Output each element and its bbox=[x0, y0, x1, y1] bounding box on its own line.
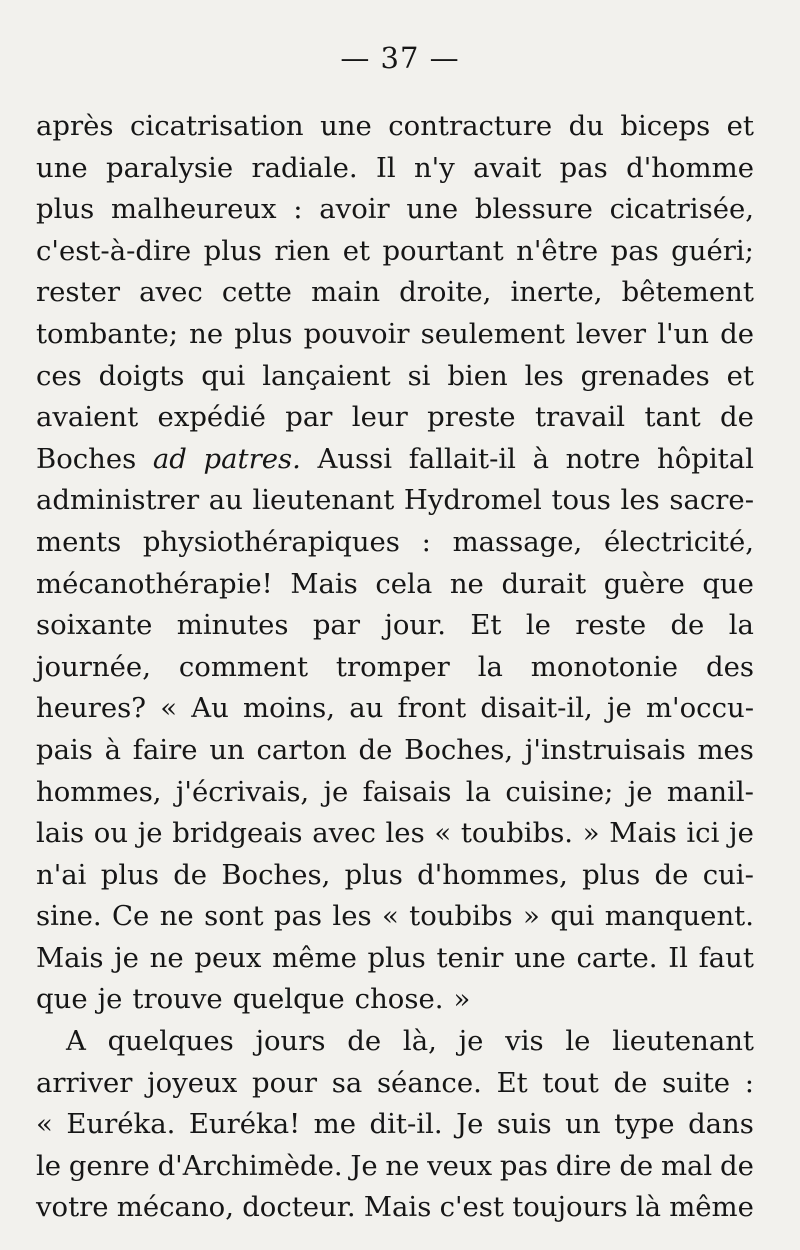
text-line bbox=[36, 522, 754, 564]
word: minutes bbox=[176, 609, 289, 642]
text-line bbox=[36, 605, 754, 647]
text-line bbox=[36, 730, 754, 772]
word: leur bbox=[351, 401, 408, 434]
word: les bbox=[332, 900, 372, 933]
word: « bbox=[36, 1108, 53, 1141]
word: le bbox=[36, 1149, 62, 1182]
word: : bbox=[293, 193, 303, 226]
word: preste bbox=[427, 401, 516, 434]
word: Il bbox=[668, 941, 688, 974]
text-line bbox=[36, 148, 754, 190]
word: A bbox=[66, 1025, 86, 1058]
word: : bbox=[744, 1066, 754, 1099]
word: les bbox=[524, 359, 564, 392]
word: » bbox=[522, 900, 540, 933]
word: journée, bbox=[36, 650, 151, 683]
word: plus bbox=[100, 858, 159, 891]
word: monotonie bbox=[530, 650, 679, 683]
word: ad bbox=[152, 442, 187, 475]
word: Et bbox=[470, 609, 502, 642]
word: vis bbox=[505, 1025, 544, 1058]
word: de bbox=[613, 1066, 648, 1099]
word: pourtant bbox=[382, 234, 504, 267]
word: là, bbox=[402, 1025, 437, 1058]
word: de bbox=[358, 733, 393, 766]
text-line bbox=[36, 772, 754, 814]
text-line bbox=[36, 564, 754, 606]
word: ici bbox=[686, 817, 720, 850]
word: même bbox=[272, 941, 357, 974]
word: expédié bbox=[157, 401, 266, 434]
word: heures? bbox=[36, 692, 146, 725]
word: Boches, bbox=[221, 858, 331, 891]
word: pas bbox=[499, 1149, 549, 1182]
word: me bbox=[313, 1108, 357, 1141]
word: reste bbox=[575, 609, 647, 642]
text-line bbox=[36, 397, 754, 439]
word: les bbox=[385, 817, 425, 850]
word: la bbox=[477, 650, 503, 683]
word: durait bbox=[501, 567, 587, 600]
word: contracture bbox=[388, 110, 553, 142]
word: arriver bbox=[36, 1066, 133, 1099]
word: mal bbox=[660, 1149, 713, 1182]
word: ne bbox=[189, 317, 224, 350]
word: seulement bbox=[420, 317, 565, 350]
word: Aussi bbox=[317, 442, 393, 475]
word: Il bbox=[375, 151, 396, 184]
word: plus bbox=[203, 234, 262, 267]
word: patres. bbox=[203, 442, 301, 475]
word: rester bbox=[36, 276, 121, 309]
word: tous bbox=[551, 484, 611, 517]
text-line bbox=[36, 356, 754, 398]
word: » bbox=[582, 817, 600, 850]
text-line bbox=[36, 231, 754, 273]
word: de bbox=[347, 1025, 382, 1058]
word: l'un bbox=[657, 317, 709, 350]
word: n'y bbox=[413, 151, 455, 184]
word: guéri; bbox=[671, 234, 754, 267]
word: mécanothérapie! bbox=[36, 567, 273, 600]
word: n'ai bbox=[36, 858, 87, 891]
word: à bbox=[532, 442, 550, 475]
word: plus bbox=[582, 858, 641, 891]
word: le bbox=[525, 609, 551, 642]
word: manil- bbox=[666, 775, 754, 808]
word: sine. bbox=[36, 900, 102, 933]
word: au bbox=[349, 692, 384, 725]
word: hommes, bbox=[36, 775, 162, 808]
word: droite, bbox=[399, 276, 492, 309]
word: du bbox=[568, 110, 604, 142]
word: ne bbox=[449, 567, 484, 600]
word: ne bbox=[385, 1149, 420, 1182]
word: plus bbox=[344, 858, 403, 891]
word: front bbox=[397, 692, 467, 725]
body-text bbox=[36, 106, 754, 1229]
word: ces bbox=[36, 359, 82, 392]
word: je bbox=[627, 775, 653, 808]
word: biceps bbox=[620, 110, 711, 142]
word: suite bbox=[662, 1066, 731, 1099]
word: n'être bbox=[516, 234, 599, 267]
word: lieutenant bbox=[612, 1025, 754, 1058]
word: pas bbox=[610, 234, 659, 267]
word: c'est bbox=[439, 1191, 504, 1224]
word: tant bbox=[644, 401, 701, 434]
word: Euréka. bbox=[66, 1108, 176, 1141]
word: avoir bbox=[319, 193, 390, 226]
word: m'occu- bbox=[645, 692, 754, 725]
word: pour bbox=[251, 1066, 318, 1099]
word: grenades bbox=[580, 359, 710, 392]
word: un bbox=[209, 733, 245, 766]
word: tout bbox=[542, 1066, 599, 1099]
page-number: — 37 — bbox=[340, 41, 460, 75]
word: doigts bbox=[98, 359, 185, 392]
text-line bbox=[36, 813, 754, 855]
word: Mais bbox=[363, 1191, 432, 1224]
word: notre bbox=[565, 442, 641, 475]
word: Et bbox=[496, 1066, 528, 1099]
text-line bbox=[36, 189, 754, 231]
text-line bbox=[36, 439, 754, 481]
word: paralysie bbox=[106, 151, 234, 184]
word: Boches bbox=[36, 442, 137, 475]
word: je bbox=[137, 817, 163, 850]
word: lieutenant bbox=[252, 484, 395, 517]
word: Mais bbox=[609, 817, 677, 850]
word: physiothérapiques bbox=[142, 525, 400, 558]
word: dire bbox=[555, 1149, 612, 1182]
word: mécano, bbox=[116, 1191, 234, 1224]
word: lever bbox=[576, 317, 647, 350]
word: j'écrivais, bbox=[175, 775, 310, 808]
word: ments bbox=[36, 525, 122, 558]
word: une bbox=[514, 941, 566, 974]
word: et bbox=[342, 234, 371, 267]
word: la bbox=[465, 775, 491, 808]
word: même bbox=[669, 1191, 754, 1224]
text-line bbox=[36, 1146, 754, 1188]
word: qui bbox=[201, 359, 246, 392]
word: d'hommes, bbox=[417, 858, 568, 891]
word: d'homme bbox=[626, 151, 754, 184]
word: par bbox=[312, 609, 360, 642]
text-line bbox=[36, 688, 754, 730]
word: de bbox=[654, 858, 689, 891]
word: toujours bbox=[512, 1191, 628, 1224]
word: plus bbox=[36, 193, 95, 226]
word: manquent. bbox=[604, 900, 754, 933]
word: « bbox=[434, 817, 452, 850]
word: main bbox=[311, 276, 381, 309]
word: guère bbox=[603, 567, 685, 600]
word: quelque bbox=[232, 983, 345, 1016]
word: le bbox=[565, 1025, 591, 1058]
word: de bbox=[670, 609, 705, 642]
word: disait-il, bbox=[480, 692, 593, 725]
word: quelques bbox=[107, 1025, 234, 1058]
word: peux bbox=[194, 941, 262, 974]
word: avaient bbox=[36, 401, 139, 434]
word: suis bbox=[496, 1108, 552, 1141]
word: une bbox=[406, 193, 459, 226]
word: carton bbox=[256, 733, 347, 766]
word: cui- bbox=[702, 858, 754, 891]
word: lais bbox=[36, 817, 85, 850]
word: tenir bbox=[436, 941, 504, 974]
word: soixante bbox=[36, 609, 153, 642]
word: bien bbox=[447, 359, 508, 392]
word: avec bbox=[139, 276, 203, 309]
text-line bbox=[36, 1021, 754, 1063]
word: de bbox=[720, 317, 754, 350]
word: je bbox=[323, 775, 349, 808]
word: moins, bbox=[243, 692, 335, 725]
word: pas bbox=[559, 151, 608, 184]
word: « bbox=[381, 900, 399, 933]
text-line bbox=[36, 855, 754, 897]
word: plus bbox=[234, 317, 293, 350]
word: Euréka! bbox=[188, 1108, 301, 1141]
text-line bbox=[36, 938, 754, 980]
text-line bbox=[36, 979, 754, 1021]
word: de bbox=[619, 1149, 654, 1182]
text-line bbox=[36, 272, 754, 314]
word: massage, bbox=[452, 525, 583, 558]
text-line bbox=[36, 647, 754, 689]
word: genre bbox=[68, 1149, 150, 1182]
word: type bbox=[614, 1108, 675, 1141]
word: Mais bbox=[36, 941, 104, 974]
word: sacre- bbox=[669, 484, 754, 517]
word: Ce bbox=[112, 900, 150, 933]
word: que bbox=[36, 983, 88, 1016]
text-line bbox=[36, 1187, 754, 1229]
word: sont bbox=[204, 900, 264, 933]
word: dit-il. bbox=[369, 1108, 443, 1141]
word: veux bbox=[427, 1149, 493, 1182]
word: « bbox=[160, 692, 178, 725]
word: fallait-il bbox=[408, 442, 516, 475]
word: Je bbox=[456, 1108, 484, 1141]
word: mes bbox=[697, 733, 754, 766]
word: bêtement bbox=[621, 276, 754, 309]
word: cette bbox=[221, 276, 292, 309]
word: ne bbox=[149, 941, 184, 974]
text-line bbox=[36, 896, 754, 938]
word: faut bbox=[698, 941, 754, 974]
word: et bbox=[726, 110, 754, 142]
word: lançaient bbox=[262, 359, 391, 392]
word: une bbox=[320, 110, 372, 142]
word: là bbox=[635, 1191, 661, 1224]
word: d'Archimède. bbox=[157, 1149, 343, 1182]
word: trouve bbox=[132, 983, 223, 1016]
word: rien bbox=[274, 234, 331, 267]
word: ou bbox=[93, 817, 129, 850]
word: j'instruisais bbox=[524, 733, 686, 766]
word: inerte, bbox=[510, 276, 603, 309]
word: sa bbox=[331, 1066, 363, 1099]
word: chose. bbox=[354, 983, 444, 1016]
word: carte. bbox=[576, 941, 658, 974]
word: cuisine; bbox=[505, 775, 614, 808]
word: tromper bbox=[335, 650, 450, 683]
word: par bbox=[285, 401, 333, 434]
word: Au bbox=[191, 692, 229, 725]
word: jours bbox=[255, 1025, 326, 1058]
word: la bbox=[728, 609, 754, 642]
word: plus bbox=[367, 941, 426, 974]
text-line bbox=[36, 480, 754, 522]
word: bridgeais bbox=[172, 817, 303, 850]
word: de bbox=[173, 858, 208, 891]
word: Mais bbox=[290, 567, 358, 600]
word: les bbox=[620, 484, 660, 517]
word: c'est-à-dire bbox=[36, 234, 192, 267]
word: ne bbox=[159, 900, 194, 933]
word: travail bbox=[534, 401, 626, 434]
word: faire bbox=[132, 733, 198, 766]
word: de bbox=[720, 401, 754, 434]
word: » bbox=[453, 983, 471, 1016]
word: séance. bbox=[376, 1066, 482, 1099]
word: qui bbox=[550, 900, 595, 933]
word: une bbox=[36, 151, 88, 184]
word: avait bbox=[473, 151, 542, 184]
word: si bbox=[407, 359, 431, 392]
text-line bbox=[36, 1104, 754, 1146]
word: joyeux bbox=[147, 1066, 238, 1099]
word: je bbox=[114, 941, 139, 974]
word: au bbox=[208, 484, 243, 517]
word: après bbox=[36, 110, 114, 142]
word: Hydromel bbox=[403, 484, 542, 517]
word: jour. bbox=[384, 609, 446, 642]
word: je bbox=[729, 817, 754, 850]
word: blessure bbox=[474, 193, 593, 226]
word: hôpital bbox=[657, 442, 754, 475]
word: radiale. bbox=[251, 151, 358, 184]
word: que bbox=[702, 567, 754, 600]
text-line bbox=[36, 314, 754, 356]
word: Boches, bbox=[404, 733, 514, 766]
word: cela bbox=[375, 567, 433, 600]
word: tombante; bbox=[36, 317, 178, 350]
word: malheureux bbox=[110, 193, 277, 226]
word: pais bbox=[36, 733, 93, 766]
word: votre bbox=[36, 1191, 109, 1224]
word: dans bbox=[688, 1108, 754, 1141]
word: cicatrisation bbox=[130, 110, 304, 142]
word: je bbox=[458, 1025, 484, 1058]
word: des bbox=[706, 650, 754, 683]
word: docteur. bbox=[242, 1191, 356, 1224]
word: je bbox=[97, 983, 123, 1016]
word: Je bbox=[350, 1149, 378, 1182]
word: et bbox=[726, 359, 754, 392]
word: de bbox=[719, 1149, 754, 1182]
word: pas bbox=[273, 900, 323, 933]
text-line bbox=[36, 106, 754, 148]
word: faisais bbox=[362, 775, 452, 808]
word: électricité, bbox=[603, 525, 754, 558]
word: je bbox=[606, 692, 632, 725]
text-line bbox=[36, 1063, 754, 1105]
word: cicatrisée, bbox=[609, 193, 754, 226]
word: pouvoir bbox=[303, 317, 410, 350]
word: toubibs bbox=[409, 900, 513, 933]
word: administrer bbox=[36, 484, 200, 517]
word: avec bbox=[312, 817, 376, 850]
word: un bbox=[565, 1108, 601, 1141]
word: comment bbox=[178, 650, 309, 683]
word: : bbox=[421, 525, 431, 558]
word: à bbox=[104, 733, 122, 766]
word: toubibs. bbox=[460, 817, 574, 850]
